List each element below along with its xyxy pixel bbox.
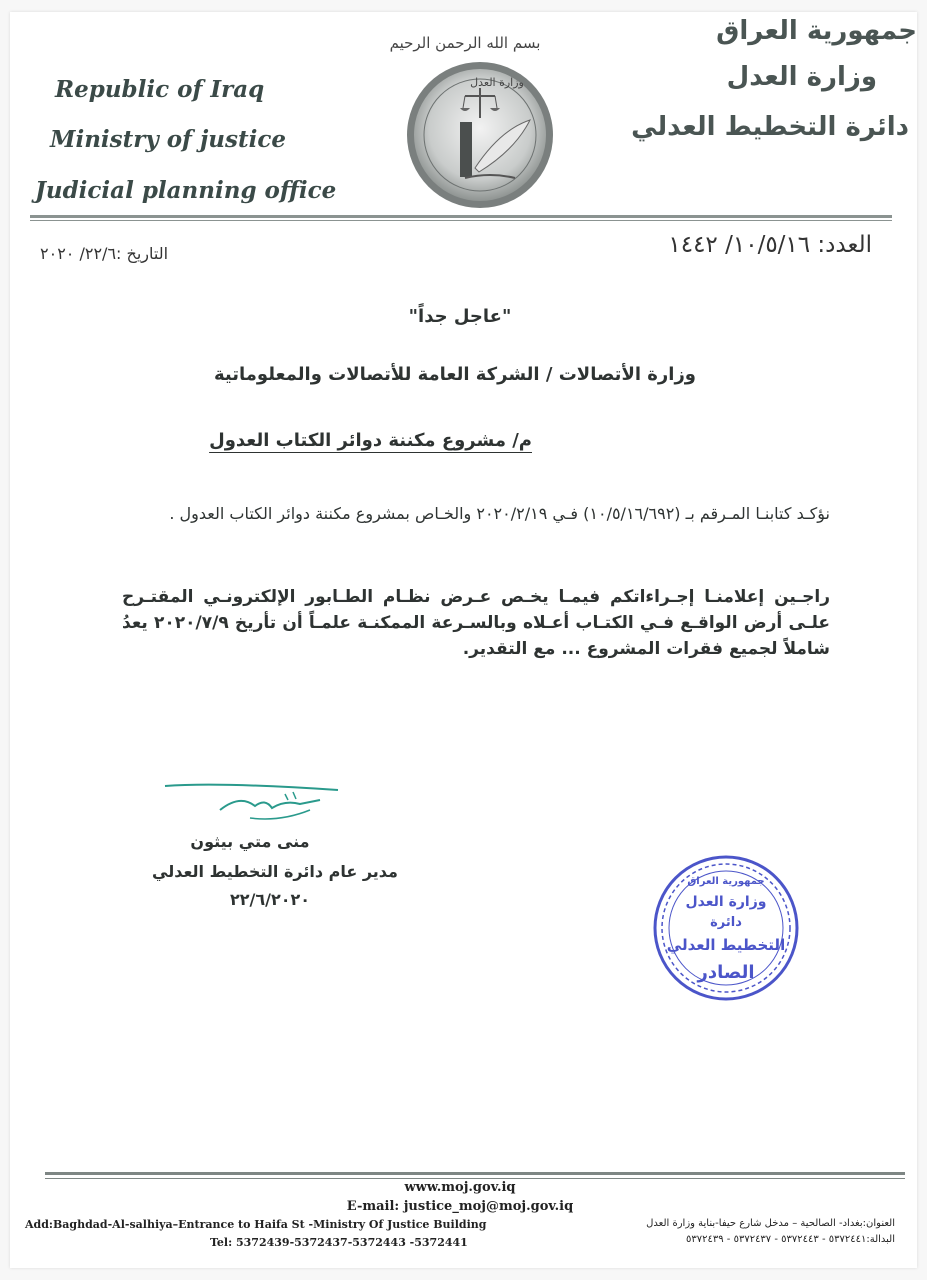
signer-title: مدير عام دائرة التخطيط العدلي	[152, 862, 398, 881]
header-en-ministry: Ministry of justice	[50, 126, 286, 153]
footer-tel-ar: البدالة:٥٣٧٢٤٤١ - ٥٣٧٢٤٤٣ - ٥٣٧٢٤٣٧ - ٥٣٧٢٤٣٩	[686, 1234, 895, 1245]
reference-date: التاريخ :٢٢/٦/ ٢٠٢٠	[40, 244, 169, 263]
stamp-top-text: جمهورية العراق	[687, 876, 765, 887]
header-en-country: Republic of Iraq	[55, 76, 265, 103]
footer-address-ar: العنوان:بغداد- الصالحية – مدخل شارع حيفا-بناية وزارة العدل	[646, 1218, 895, 1229]
signature-date: ٢٢/٦/٢٠٢٠	[229, 890, 311, 909]
footer-divider-thin	[45, 1178, 905, 1179]
header-en-office: Judicial planning office	[35, 177, 337, 204]
signer-name: منى متي بيثون	[190, 832, 310, 851]
stamp-office: التخطيط العدلي	[666, 936, 786, 954]
handwritten-signature	[160, 780, 340, 828]
letter-page	[10, 12, 917, 1268]
footer-website: www.moj.gov.iq	[404, 1180, 516, 1195]
header-ar-ministry: وزارة العدل	[726, 62, 877, 92]
official-stamp	[652, 854, 800, 1002]
subject-line: م/ مشروع مكننة دوائر الكتاب العدول	[209, 430, 532, 451]
header-ar-country: جمهورية العراق	[716, 16, 917, 46]
stamp-dept: دائرة	[710, 915, 742, 930]
stamp-label: الصادر	[697, 962, 755, 983]
ministry-logo	[405, 60, 555, 210]
header-ar-office: دائرة التخطيط العدلي	[631, 112, 909, 142]
footer-email: E-mail: justice_moj@moj.gov.iq	[346, 1199, 574, 1214]
body-paragraph-1: نؤكـد كتابنـا المـرقم بـ (١٠/٥/١٦/٦٩٢) فـي ٢٠٢٠/٢/١٩ والخـاص بمشروع مكننة دوائر الكتاب العدول .	[169, 504, 830, 523]
footer-divider	[45, 1172, 905, 1175]
reference-number: العدد: ١٠/٥/١٦/ ١٤٤٢	[668, 232, 872, 258]
footer-address-en: Add:Baghdad-Al-salhiya–Entrance to Haifa St -Ministry Of Justice Building	[25, 1218, 487, 1231]
addressee: وزارة الأتصالات / الشركة العامة للأتصالات والمعلوماتية	[213, 364, 696, 385]
basmala: بسم الله الرحمن الرحيم	[389, 34, 541, 52]
stamp-ministry: وزارة العدل	[685, 894, 767, 910]
logo-label: وزارة العدل	[470, 76, 524, 89]
urgent-label: "عاجل جداً"	[408, 306, 512, 327]
body-paragraph-2: راجـين إعلامنـا إجـراءاتكم فيمـا يخـص عـرض نظـام الطـابور الإلكترونـي المقتـرح علـى أرض الواقـع فـي الكتـاب أعـلاه وبالسـرعة الممكنـة علمـاً أن تأريخ ٢٠٢٠/٧/٩ يعدُ شاملاً لجميع فقرات المشروع ... مع التقدير.	[122, 587, 831, 659]
header-divider-thin	[30, 220, 892, 221]
header-divider	[30, 215, 892, 218]
footer-tel-en: Tel: 5372439-5372437-5372443 -5372441	[210, 1236, 468, 1249]
